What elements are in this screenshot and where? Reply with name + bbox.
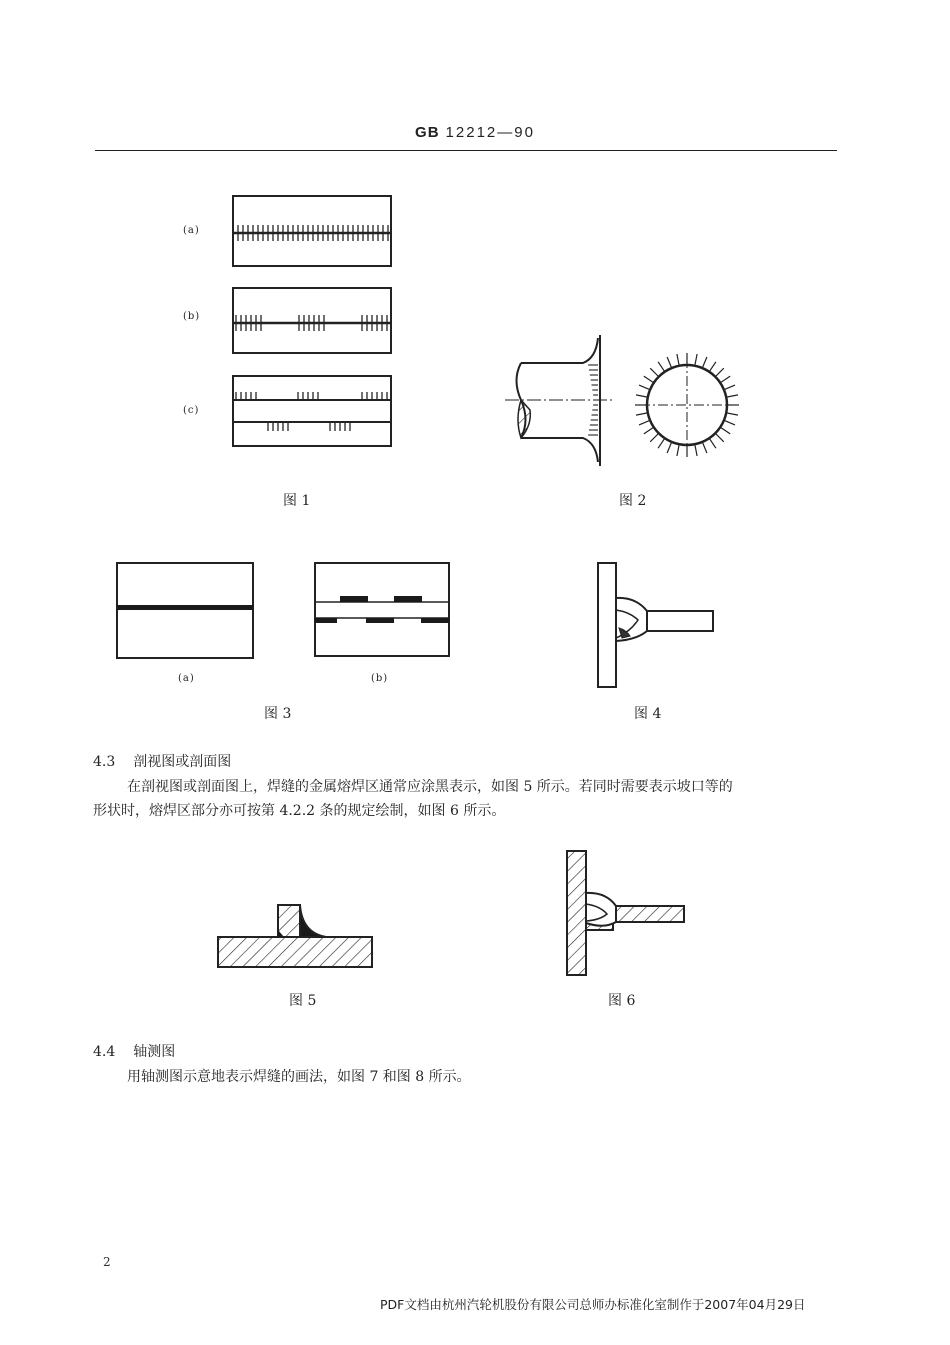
weld-tick [703, 357, 707, 367]
weld-tick [703, 443, 707, 453]
weld-tick [710, 439, 716, 448]
figure1-label-b: (b) [183, 311, 201, 322]
weld-tick [639, 385, 649, 389]
weld-tick [677, 445, 679, 456]
weld-tick [716, 368, 724, 376]
figure5-drawing [218, 905, 372, 967]
weld-tick [650, 368, 658, 376]
section-number: 4.4 [93, 1044, 116, 1060]
weld-tick [644, 428, 653, 434]
figure1-label-a: (a) [183, 225, 200, 236]
figure1-label-c: (c) [183, 405, 200, 416]
figure6-drawing [567, 851, 684, 975]
figure3-label-a: (a) [178, 673, 195, 684]
section-4-3-para-line1: 在剖视图或剖面图上，焊缝的金属熔焊区通常应涂黑表示，如图 5 所示。若同时需要表示坡口等的 [127, 779, 733, 795]
weld-tick [639, 421, 649, 425]
weld-tick [667, 443, 671, 453]
weld-tick [721, 376, 730, 382]
figure1-c-drawing [233, 376, 391, 446]
standard-prefix: GB [415, 124, 440, 141]
weld-tick [636, 395, 647, 397]
section-4-3-heading [93, 751, 231, 771]
figure1-caption: 图 1 [283, 493, 311, 509]
figure5-caption: 图 5 [289, 993, 317, 1009]
weld-tick [727, 395, 738, 397]
figure2-tube-drawing [505, 335, 615, 466]
weld-tick [650, 434, 658, 442]
figure6-caption: 图 6 [608, 993, 636, 1009]
footer-note: PDF文档由杭州汽轮机股份有限公司总师办标准化室制作于2007年04月29日 [380, 1297, 806, 1312]
section-title: 剖视图或剖面图 [133, 754, 232, 770]
figure4-caption: 图 4 [634, 706, 662, 722]
page-number: 2 [103, 1255, 111, 1269]
figure4-drawing [598, 563, 713, 687]
section-title: 轴测图 [133, 1044, 176, 1060]
weld-tick [695, 445, 697, 456]
weld-tick [710, 362, 716, 371]
section-4-3-para-line2: 形状时，熔焊区部分亦可按第 4.2.2 条的规定绘制，如图 6 所示。 [93, 803, 506, 819]
figure3-caption: 图 3 [264, 706, 292, 722]
weld-tick [727, 413, 738, 415]
weld-tick [725, 421, 735, 425]
weld-tick [644, 376, 653, 382]
figure1-a-drawing [233, 196, 391, 266]
section-4-4-heading [93, 1041, 175, 1061]
figure2-caption: 图 2 [619, 493, 647, 509]
weld-tick [677, 354, 679, 365]
weld-tick [636, 413, 647, 415]
weld-tick [725, 385, 735, 389]
weld-tick [658, 362, 664, 371]
figure3-label-b: (b) [371, 673, 389, 684]
standard-number: 12212—90 [445, 124, 535, 141]
figure1-b-drawing [233, 288, 391, 353]
section-4-4-para-line1: 用轴测图示意地表示焊缝的画法，如图 7 和图 8 所示。 [127, 1069, 471, 1085]
figure3-a-drawing [117, 563, 253, 658]
figure2-circle-drawing [635, 353, 739, 457]
figure3-b-drawing [315, 563, 449, 656]
weld-tick [695, 354, 697, 365]
weld-tick [658, 439, 664, 448]
weld-tick [721, 428, 730, 434]
weld-tick [667, 357, 671, 367]
weld-tick [716, 434, 724, 442]
section-number: 4.3 [93, 754, 116, 770]
